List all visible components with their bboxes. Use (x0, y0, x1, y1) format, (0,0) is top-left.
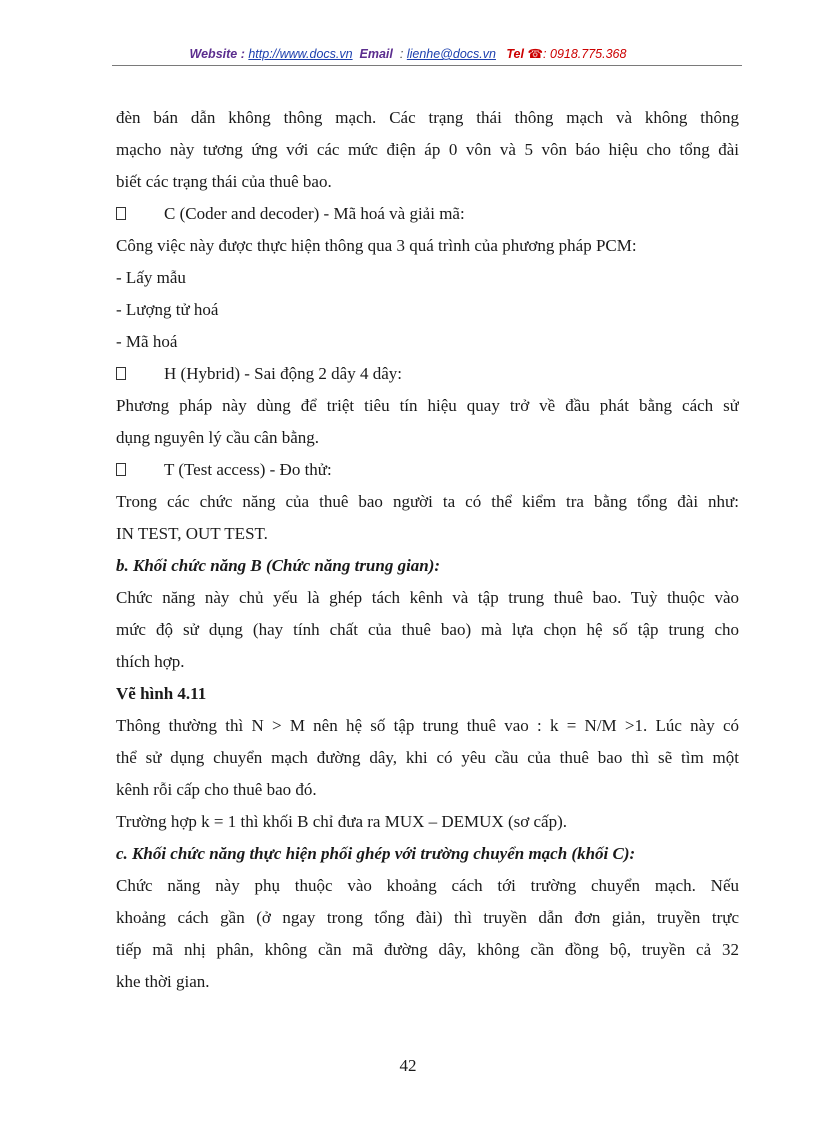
paragraph-line: biết các trạng thái của thuê bao. (116, 172, 332, 191)
paragraph-line: Phương pháp này dùng để triệt tiêu tín hiệu quay trở về đầu phát bằng cách sử (116, 396, 739, 415)
bullet-item (116, 454, 739, 486)
paragraph-line: kênh rỗi cấp cho thuê bao đó. (116, 780, 317, 799)
paragraph-line: Trường hợp k = 1 thì khối B chỉ đưa ra MUX – DEMUX (sơ cấp). (116, 812, 567, 831)
paragraph-line: Thông thường thì N > M nên hệ số tập trung thuê vao : k = N/M >1. Lúc này có (116, 716, 739, 735)
bullet-square-icon (116, 198, 164, 230)
bullet-text: C (Coder and decoder) - Mã hoá và giải mã: (164, 204, 465, 223)
email-separator: : (399, 47, 404, 61)
bullet-square-icon (116, 454, 164, 486)
list-item: - Lượng tử hoá (116, 300, 219, 319)
paragraph-line: khoảng cách gần (ở ngay trong tổng đài) thì truyền dẫn đơn giản, truyền trực (116, 908, 739, 927)
paragraph-line: dụng nguyên lý cầu cân bằng. (116, 428, 319, 447)
paragraph-line: tiếp mã nhị phân, không cần mã đường dây, không cần đồng bộ, truyền cả 32 (116, 940, 739, 959)
phone-number: : 0918.775.368 (543, 47, 627, 61)
bullet-item (116, 358, 739, 390)
bullet-item (116, 198, 739, 230)
section-heading-b: b. Khối chức năng B (Chức năng trung gian): (116, 556, 441, 575)
phone-icon: ☎ (527, 47, 544, 61)
paragraph-line: đèn bán dẫn không thông mạch. Các trạng thái thông mạch và không thông (116, 108, 739, 127)
paragraph-line: Chức năng này chủ yếu là ghép tách kênh và tập trung thuê bao. Tuỳ thuộc vào (116, 588, 739, 607)
tel-label: Tel (506, 47, 524, 61)
page-number: 42 (399, 1056, 417, 1075)
list-item: - Lấy mẫu (116, 268, 186, 287)
paragraph-line: mức độ sử dụng (hay tính chất của thuê bao) mà lựa chọn hệ số tập trung cho (116, 620, 739, 639)
paragraph-line: thể sử dụng chuyển mạch đường dây, khi có yêu cầu của thuê bao thì sẽ tìm một (116, 748, 739, 767)
header-divider (112, 65, 742, 66)
bullet-text: T (Test access) - Đo thử: (164, 460, 332, 479)
website-label: Website : (189, 47, 245, 61)
email-label: Email (359, 47, 393, 61)
paragraph-line: Chức năng này phụ thuộc vào khoảng cách tới trường chuyển mạch. Nếu (116, 876, 739, 895)
paragraph-line: mạcho này tương ứng với các mức điện áp 0 vôn và 5 vôn báo hiệu cho tổng đài (116, 140, 739, 159)
paragraph-line: khe thời gian. (116, 972, 210, 991)
email-link[interactable]: lienhe@docs.vn (406, 47, 496, 61)
website-link[interactable]: http://www.docs.vn (248, 47, 353, 61)
bullet-square-icon (116, 358, 164, 390)
list-item: - Mã hoá (116, 332, 178, 351)
page-header (0, 46, 816, 61)
section-heading-c: c. Khối chức năng thực hiện phối ghép với trường chuyển mạch (khối C): (116, 844, 636, 863)
paragraph-line: thích hợp. (116, 652, 185, 671)
paragraph-line: Trong các chức năng của thuê bao người ta có thể kiểm tra bằng tổng đài như: (116, 492, 739, 511)
figure-reference: Vẽ hình 4.11 (116, 684, 207, 703)
paragraph-line: Công việc này được thực hiện thông qua 3 quá trình của phương pháp PCM: (116, 236, 637, 255)
bullet-text: H (Hybrid) - Sai động 2 dây 4 dây: (164, 364, 402, 383)
paragraph-line: IN TEST, OUT TEST. (116, 524, 268, 543)
page-content (116, 102, 739, 998)
